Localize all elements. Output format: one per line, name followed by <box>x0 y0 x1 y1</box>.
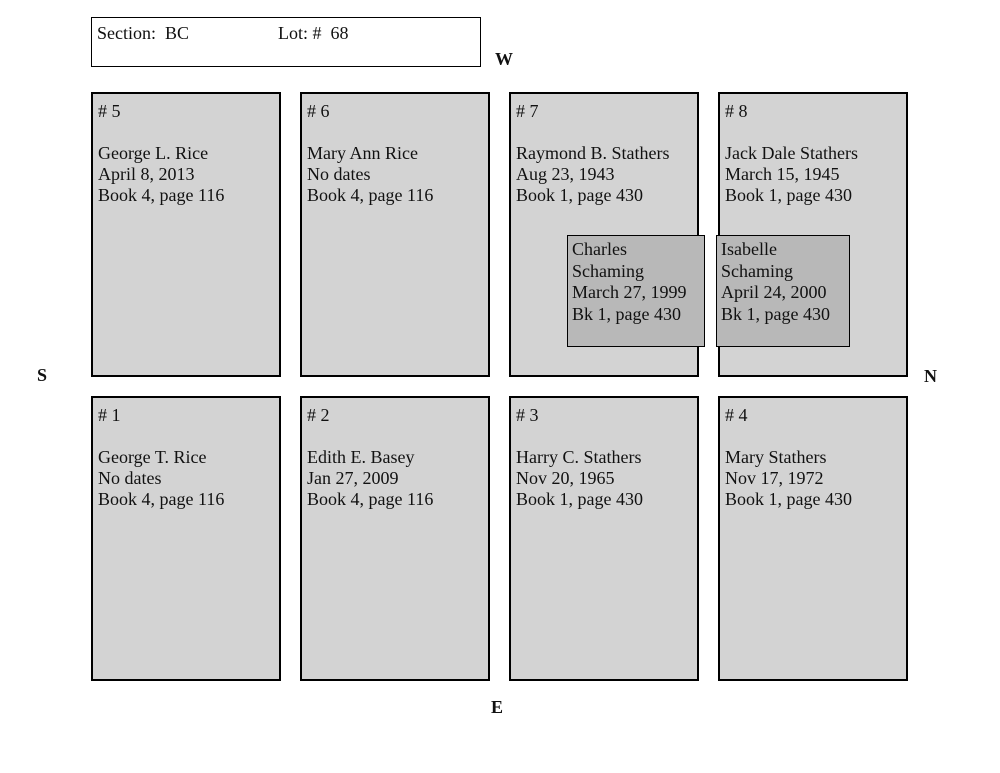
plot-number: # 1 <box>98 405 121 425</box>
plot-record: Book 4, page 116 <box>307 185 434 205</box>
compass-west: W <box>495 49 513 69</box>
plot-date: Nov 20, 1965 <box>516 468 615 488</box>
sub-plot-charles-schaming <box>567 235 705 347</box>
sub-plot-first-name: Charles <box>572 239 627 259</box>
plot-date: No dates <box>307 164 371 184</box>
plot-name: George L. Rice <box>98 143 209 163</box>
plot-name: Edith E. Basey <box>307 447 415 467</box>
plot-date: April 8, 2013 <box>98 164 195 184</box>
plot-record: Book 4, page 116 <box>98 185 225 205</box>
sub-plot-date: April 24, 2000 <box>721 282 827 302</box>
plot-name: Jack Dale Stathers <box>725 143 858 163</box>
sub-plot-last-name: Schaming <box>721 260 793 281</box>
compass-north: N <box>924 366 937 386</box>
plot-record: Book 4, page 116 <box>98 489 225 509</box>
sub-plot-first-name: Isabelle <box>721 239 777 259</box>
plot-name: George T. Rice <box>98 447 207 467</box>
compass-east: E <box>491 697 504 717</box>
plot-date: Nov 17, 1972 <box>725 468 824 488</box>
plot-number: # 3 <box>516 405 539 425</box>
plot-number: # 8 <box>725 101 748 121</box>
plot-2 <box>300 396 490 681</box>
plot-record: Book 1, page 430 <box>516 489 643 509</box>
plot-1 <box>91 396 281 681</box>
plot-number: # 7 <box>516 101 539 121</box>
plot-record: Book 4, page 116 <box>307 489 434 509</box>
plot-5 <box>91 92 281 377</box>
plot-4 <box>718 396 908 681</box>
plot-number: # 2 <box>307 405 330 425</box>
plot-number: # 4 <box>725 405 748 425</box>
sub-plot-isabelle-schaming <box>716 235 850 347</box>
plot-number: # 5 <box>98 101 121 121</box>
plot-record: Book 1, page 430 <box>516 185 643 205</box>
lot-header <box>91 17 481 67</box>
plot-date: Jan 27, 2009 <box>307 468 399 488</box>
sub-plot-last-name: Schaming <box>572 260 644 281</box>
plot-name: Raymond B. Stathers <box>516 143 670 163</box>
plot-name: Harry C. Stathers <box>516 447 642 467</box>
section-label: Section: BC <box>97 23 190 43</box>
plot-date: March 15, 1945 <box>725 164 840 184</box>
plot-name: Mary Ann Rice <box>307 143 418 163</box>
plot-3 <box>509 396 699 681</box>
plot-date: Aug 23, 1943 <box>516 164 615 184</box>
plot-record: Book 1, page 430 <box>725 489 852 509</box>
sub-plot-record: Bk 1, page 430 <box>721 303 830 324</box>
plot-record: Book 1, page 430 <box>725 185 852 205</box>
sub-plot-date: March 27, 1999 <box>572 282 687 302</box>
sub-plot-record: Bk 1, page 430 <box>572 303 681 324</box>
plot-6 <box>300 92 490 377</box>
plot-name: Mary Stathers <box>725 447 827 467</box>
plot-number: # 6 <box>307 101 330 121</box>
lot-label: Lot: # 68 <box>278 23 349 43</box>
compass-south: S <box>37 365 48 385</box>
plot-date: No dates <box>98 468 162 488</box>
